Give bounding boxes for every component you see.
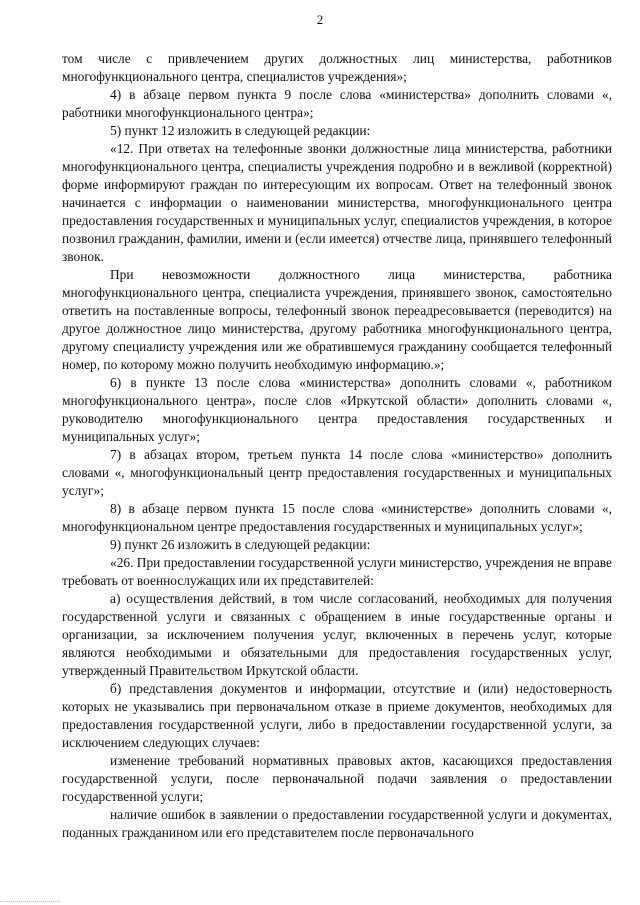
page-number: 2 — [316, 12, 324, 27]
paragraph: изменение требований нормативных правовых актов, касающихся предоставления государственной услуги, после первоначальной подачи заявления о предоставлении государственной услуги; — [62, 753, 612, 804]
paragraph: 6) в пункте 13 после слова «министерства» дополнить словами «, работником многофункционального центра», после слов «Иркутской области» дополнить словами «, руководителю многофункционального центра предоставления государственных и муниципальных услуг»; — [62, 375, 612, 444]
paragraph: 7) в абзацах втором, третьем пункта 14 после слова «министерство» дополнить словами «, многофункциональный центр предоставления государственных и муниципальных услуг»; — [62, 447, 612, 498]
paragraph: При невозможности должностного лица министерства, работника многофункционального центра, специалиста учреждения, принявшего звонок, самостоятельно ответить на поставленные вопросы, телефонный звонок переадресовывается (переводится) на другое должностное лицо министерства, другому работника многофункционального центра, другому специалисту учреждения или же обратившемуся гражданину сообщается телефонный номер, по которому можно получить необходимую информацию.»; — [62, 267, 612, 372]
paragraph: 9) пункт 26 изложить в следующей редакции: — [110, 537, 371, 552]
paragraph: «12. При ответах на телефонные звонки должностные лица министерства, работники многофункционального центра, специалисты учреждения подробно и в вежливой (корректной) форме информируют граждан по интересующим их вопросам. Ответ на телефонный звонок начинается с информации о наименовании министерства, многофункционального центра предоставления государственных и муниципальных услуг, специалистов учреждения, в которое позвонил гражданин, фамилии, имени и (если имеется) отчестве лица, принявшего телефонный звонок. — [62, 141, 612, 264]
document-body — [62, 50, 612, 842]
paragraph: 4) в абзаце первом пункта 9 после слова «министерства» дополнить словами «, работники многофункционального центра»; — [62, 87, 612, 120]
paragraph: наличие ошибок в заявлении о предоставлении государственной услуги и документах, поданных гражданином или его представителем после первоначального — [62, 807, 612, 840]
paragraph: 8) в абзаце первом пункта 15 после слова «министерстве» дополнить словами «, многофункциональном центре предоставления государственных и муниципальных услуг»; — [62, 501, 612, 534]
paragraph: том числе с привлечением других должностных лиц министерства, работников многофункционального центра, специалистов учреждения»; — [62, 51, 612, 84]
paragraph: а) осуществления действий, в том числе согласований, необходимых для получения государственной услуги и связанных с обращением в иные государственные органы и организации, за исключением получения услуг, включенных в перечень услуг, которые являются необходимыми и обязательными для предоставления государственных услуг, утвержденный Правительством Иркутской области. — [62, 591, 612, 678]
paragraph: 5) пункт 12 изложить в следующей редакции: — [110, 123, 371, 138]
paragraph: б) представления документов и информации, отсутствие и (или) недостоверность которых не указывались при первоначальном отказе в приеме документов, необходимых для предоставления государственной услуги, либо в предоставлении государственной услуги, за исключением следующих случаев: — [62, 681, 612, 750]
footer-mark — [0, 901, 60, 905]
paragraph: «26. При предоставлении государственной услуги министерство, учреждения не вправе требовать от военнослужащих или их представителей: — [62, 555, 612, 588]
